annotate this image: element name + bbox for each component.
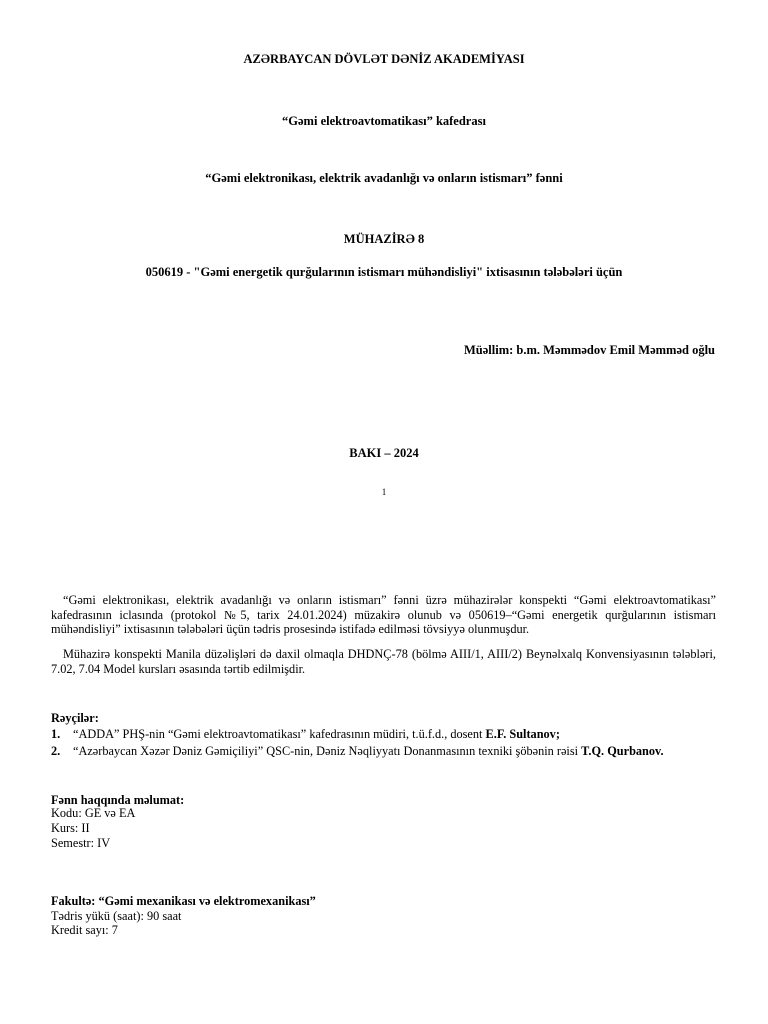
specialty-line: 050619 - "Gəmi energetik qurğularının istismarı mühəndisliyi" ixtisasının tələbələri üçün bbox=[145, 265, 623, 279]
subject-title: “Gəmi elektronikası, elektrik avadanlığı və onların istismarı” fənni bbox=[205, 171, 563, 185]
workload: Tədris yükü (saat): 90 saat bbox=[51, 909, 182, 923]
reviewer-item-2 bbox=[51, 744, 664, 759]
course-semester: Semestr: IV bbox=[51, 836, 111, 850]
faculty-heading: Fakultə: “Gəmi mexanikası və elektromexanikası” bbox=[51, 894, 316, 908]
reviewer-number: 1. bbox=[51, 727, 61, 741]
course-code: Kodu: GE və EA bbox=[51, 806, 136, 820]
intro-paragraph-2: Mühazirə konspekti Manila düzəlişləri də daxil olmaqla DHDNÇ-78 (bölmə AIII/1, AIII/2) Beynəlxalq Konvensiyasının tələbləri, 7.02, 7.04 Model kursları əsasında tərtib edilmişdir. bbox=[51, 647, 716, 676]
reviewer-name: E.F. Sultanov; bbox=[485, 727, 560, 741]
reviewers-heading: Rəyçilər: bbox=[51, 711, 99, 725]
lecture-number: MÜHAZİRƏ 8 bbox=[343, 232, 425, 246]
city-year: BAKI – 2024 bbox=[349, 446, 419, 460]
reviewer-text: “ADDA” PHŞ-nin “Gəmi elektroavtomatikası” kafedrasının müdiri, t.ü.f.d., dosent bbox=[73, 727, 486, 741]
reviewer-name: T.Q. Qurbanov. bbox=[581, 744, 664, 758]
academy-name: AZƏRBAYCAN DÖVLƏT DƏNİZ AKADEMİYASI bbox=[243, 52, 525, 66]
reviewer-item-1 bbox=[51, 727, 560, 742]
reviewer-text: “Azərbaycan Xəzər Dəniz Gəmiçiliyi” QSC-nin, Dəniz Nəqliyyatı Donanmasının texniki şöbənin rəisi bbox=[73, 744, 582, 758]
credits: Kredit sayı: 7 bbox=[51, 923, 118, 937]
course-year: Kurs: II bbox=[51, 821, 90, 835]
teacher-line: Müəllim: b.m. Məmmədov Emil Məmməd oğlu bbox=[464, 343, 715, 357]
intro-paragraph-1: “Gəmi elektronikası, elektrik avadanlığı və onların istismarı” fənni üzrə mühazirələr konspekti “Gəmi elektroavtomatikası” kafedrasının iclasında (protokol №5, tarix 24.01.2024) müzakirə olunub və 050619–“Gəmi energetik qurğularının istismarı mühəndisliyi” ixtisasının tələbələri üçün tədris prosesində istifadə edilməsi tövsiyyə olunmuşdur. bbox=[51, 593, 716, 637]
department-name: “Gəmi elektroavtomatikası” kafedrası bbox=[282, 114, 486, 128]
course-info-heading: Fənn haqqında məlumat: bbox=[51, 793, 185, 807]
reviewer-number: 2. bbox=[51, 744, 61, 758]
page-number: 1 bbox=[381, 487, 387, 497]
